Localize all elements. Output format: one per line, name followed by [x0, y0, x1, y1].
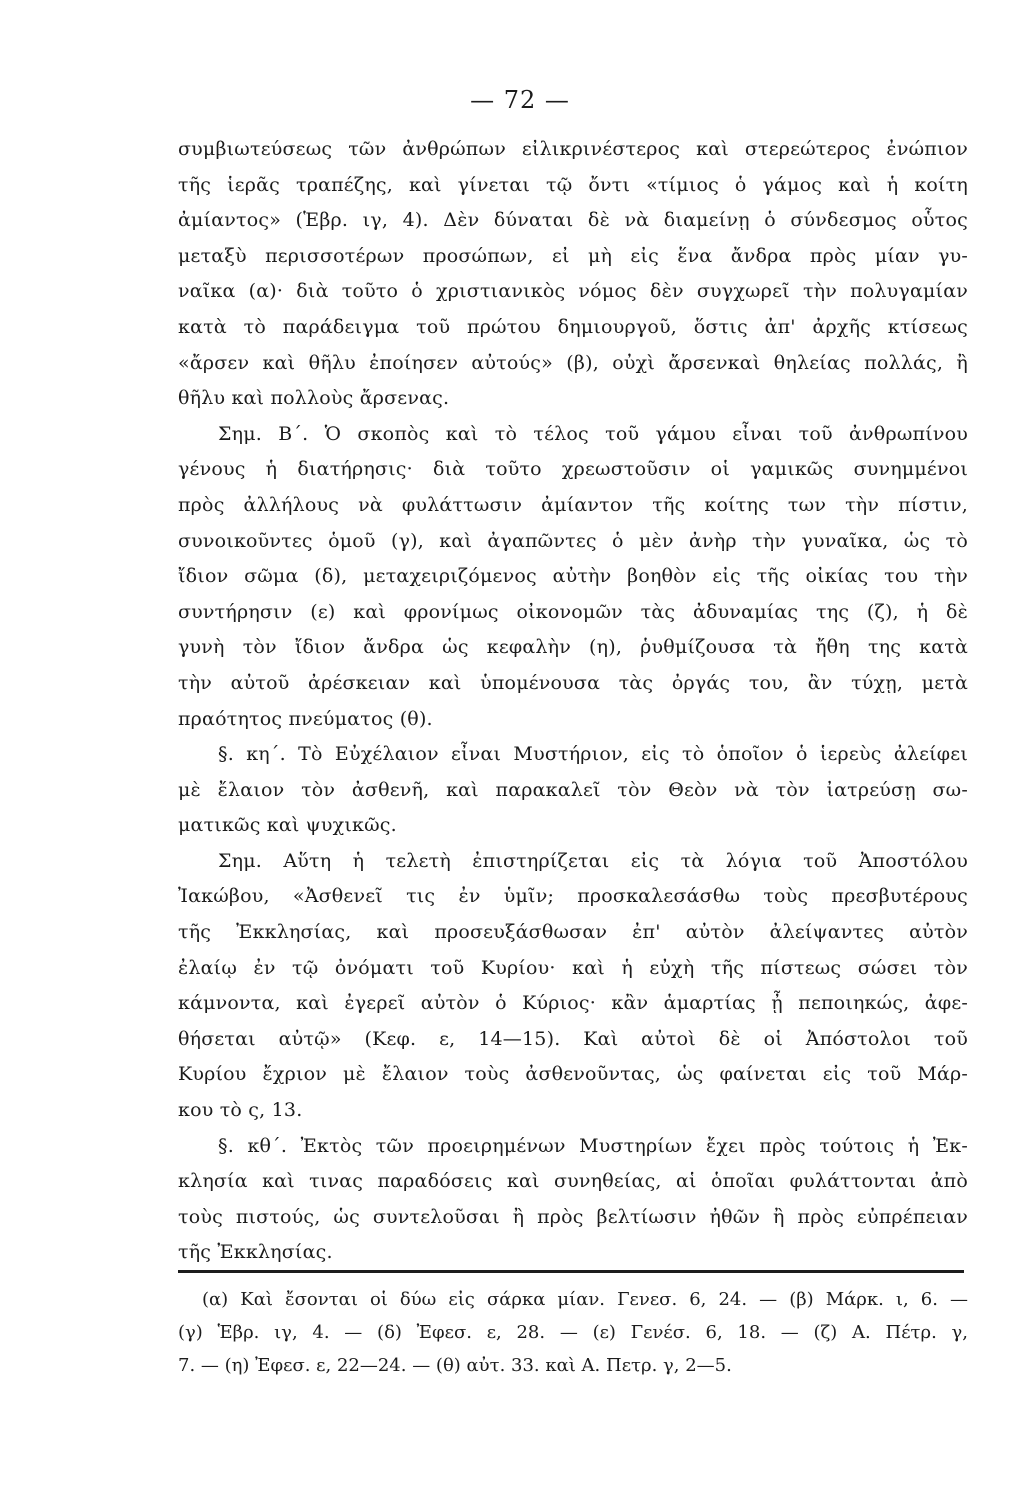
text-line: κλησία καὶ τινας παραδόσεις καὶ συνηθείας, αἱ ὁποῖαι φυλάττονται ἀπὸ — [178, 1170, 968, 1193]
text-line: ματικῶς καὶ ψυχικῶς. — [178, 814, 397, 837]
note-heading-line: Σημ. Αὕτη ἡ τελετὴ ἐπιστηρίζεται εἰς τὰ λόγια τοῦ Ἀποστόλου — [218, 849, 968, 872]
footnote-divider — [178, 1270, 964, 1273]
text-line: τὴν αὐτοῦ ἀρέσκειαν καὶ ὑπομένουσα τὰς ὀργάς του, ἂν τύχῃ, μετὰ — [178, 671, 968, 694]
text-line: τοὺς πιστούς, ὡς συντελοῦσαι ἢ πρὸς βελτίωσιν ἠθῶν ἢ πρὸς εὐπρέπειαν — [178, 1205, 968, 1228]
text-line: θῆλυ καὶ πολλοὺς ἄρσενας. — [178, 387, 450, 410]
text-line: πρὸς ἀλλήλους νὰ φυλάττωσιν ἀμίαντον τῆς κοίτης των τὴν πίστιν, — [178, 493, 968, 516]
text-line: μεταξὺ περισσοτέρων προσώπων, εἰ μὴ εἰς ἕνα ἄνδρα πρὸς μίαν γυ- — [178, 244, 968, 267]
text-line: συνοικοῦντες ὁμοῦ (γ), καὶ ἀγαπῶντες ὁ μὲν ἀνὴρ τὴν γυναῖκα, ὡς τὸ — [178, 529, 968, 552]
text-line: τῆς ἱερᾶς τραπέζης, καὶ γίνεται τῷ ὄντι «τίμιος ὁ γάμος καὶ ἡ κοίτη — [178, 173, 968, 196]
text-line: «ἄρσεν καὶ θῆλυ ἐποίησεν αὐτούς» (β), οὐχὶ ἄρσενκαὶ θηλείας πολλάς, ἢ — [178, 351, 968, 374]
body-text — [178, 132, 968, 1271]
text-line: συμβιωτεύσεως τῶν ἀνθρώπων εἰλικρινέστερος καὶ στερεώτερος ἐνώπιον — [178, 138, 968, 160]
text-line: ἐλαίῳ ἐν τῷ ὀνόματι τοῦ Κυρίου· καὶ ἡ εὐχὴ τῆς πίστεως σώσει τὸν — [178, 956, 968, 979]
text-line: πραότητος πνεύματος (θ). — [178, 707, 433, 730]
footnotes — [178, 1283, 968, 1382]
text-line: ναῖκα (α)· διὰ τοῦτο ὁ χριστιανικὸς νόμος δὲν συγχωρεῖ τὴν πολυγαμίαν — [178, 280, 968, 303]
page-number: — 72 — — [470, 86, 570, 114]
section-heading-line: §. κθ΄. Ἐκτὸς τῶν προειρημένων Μυστηρίων ἔχει πρὸς τούτοις ἡ Ἐκ- — [218, 1134, 968, 1157]
text-line: θήσεται αὐτῷ» (Κεφ. ε, 14—15). Καὶ αὐτοὶ δὲ οἱ Ἀπόστολοι τοῦ — [178, 1027, 968, 1050]
text-line: τῆς Ἐκκλησίας, καὶ προσευξάσθωσαν ἐπ' αὐτὸν ἀλείψαντες αὐτὸν — [178, 921, 968, 944]
footnote-line: (γ) Ἑβρ. ιγ, 4. — (δ) Ἐφεσ. ε, 28. — (ε) Γενέσ. 6, 18. — (ζ) Α. Πέτρ. γ, — [178, 1322, 968, 1343]
text-line: Ἰακώβου, «Ἀσθενεῖ τις ἐν ὑμῖν; προσκαλεσάσθω τοὺς πρεσβυτέρους — [178, 885, 968, 908]
text-line: Κυρίου ἔχριον μὲ ἔλαιον τοὺς ἀσθενοῦντας, ὡς φαίνεται εἰς τοῦ Μάρ- — [178, 1063, 968, 1086]
text-line: ἀμίαντος» (Ἑβρ. ιγ, 4). Δὲν δύναται δὲ νὰ διαμείνῃ ὁ σύνδεσμος οὗτος — [178, 209, 968, 232]
text-line: τῆς Ἐκκλησίας. — [178, 1241, 333, 1264]
footnote-line: (α) Καὶ ἔσονται οἱ δύω εἰς σάρκα μίαν. Γενεσ. 6, 24. — (β) Μάρκ. ι, 6. — — [202, 1289, 968, 1310]
text-line: κατὰ τὸ παράδειγμα τοῦ πρώτου δημιουργοῦ, ὅστις ἀπ' ἀρχῆς κτίσεως — [178, 315, 968, 338]
text-line: κου τὸ ς, 13. — [178, 1099, 303, 1122]
text-line: συντήρησιν (ε) καὶ φρονίμως οἰκονομῶν τὰς ἀδυναμίας της (ζ), ἡ δὲ — [178, 600, 968, 623]
section-heading-line: §. κη΄. Τὸ Εὐχέλαιον εἶναι Μυστήριον, εἰς τὸ ὁποῖον ὁ ἱερεὺς ἀλείφει — [218, 743, 968, 766]
text-line: κάμνοντα, καὶ ἐγερεῖ αὐτὸν ὁ Κύριος· κἂν ἁμαρτίας ᾖ πεποιηκώς, ἀφε- — [178, 992, 968, 1015]
text-line: ἴδιον σῶμα (δ), μεταχειριζόμενος αὐτὴν βοηθὸν εἰς τῆς οἰκίας του τὴν — [178, 565, 968, 588]
footnote-line: 7. — (η) Ἐφεσ. ε, 22—24. — (θ) αὐτ. 33. καὶ Α. Πετρ. γ, 2—5. — [178, 1355, 732, 1376]
text-line: γυνὴ τὸν ἴδιον ἄνδρα ὡς κεφαλὴν (η), ῥυθμίζουσα τὰ ἤθη της κατὰ — [178, 636, 968, 659]
text-line: γένους ἡ διατήρησις· διὰ τοῦτο χρεωστοῦσιν οἱ γαμικῶς συνημμένοι — [178, 458, 968, 481]
text-line: μὲ ἔλαιον τὸν ἀσθενῆ, καὶ παρακαλεῖ τὸν Θεὸν νὰ τὸν ἰατρεύσῃ σω- — [178, 778, 968, 801]
note-heading-line: Σημ. Β΄. Ὁ σκοπὸς καὶ τὸ τέλος τοῦ γάμου εἶναι τοῦ ἀνθρωπίνου — [218, 422, 968, 445]
